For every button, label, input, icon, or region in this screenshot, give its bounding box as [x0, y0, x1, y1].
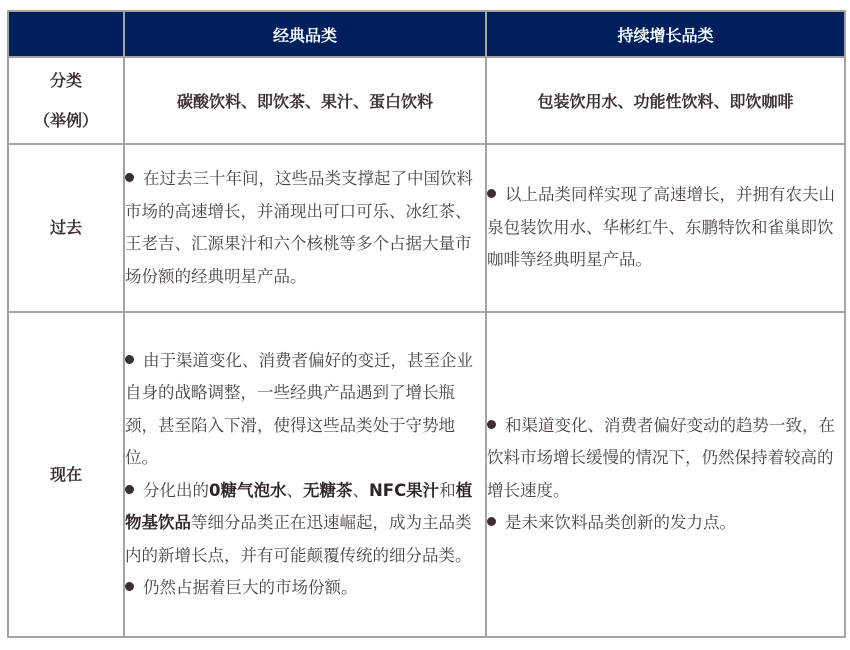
growth-category-examples: 包装饮用水、功能性饮料、即饮咖啡 — [486, 57, 845, 144]
separator: 、 — [352, 480, 369, 500]
comparison-table-wrapper — [7, 10, 846, 638]
category-row — [8, 57, 845, 144]
bullet-icon — [125, 485, 134, 494]
past-classic-cell — [124, 144, 486, 312]
emphasis-plant-based-drinks: 植物基饮品 — [125, 480, 473, 532]
classic-category-examples: 碳酸饮料、即饮茶、果汁、蛋白饮料 — [124, 57, 486, 144]
now-growth-bullet-2-text: 是未来饮料品类创新的发力点。 — [505, 513, 736, 532]
now-classic-cell — [124, 312, 486, 637]
bullet-icon — [125, 355, 134, 364]
bullet-icon — [487, 420, 496, 429]
now-classic-bullet-2 — [125, 475, 485, 573]
row-label-past: 过去 — [8, 144, 124, 312]
bullet-icon — [125, 173, 134, 182]
past-growth-cell — [486, 144, 845, 312]
bullet2-text-post: 等细分品类正在迅速崛起，成为主品类内的新增长点，并有可能颠覆传统的细分品类。 — [125, 513, 472, 565]
header-row — [8, 11, 845, 57]
separator: 、 — [286, 480, 303, 500]
header-growth-categories: 持续增长品类 — [486, 11, 845, 57]
past-classic-text: 在过去三十年间，这些品类支撑起了中国饮料市场的高速增长，并涌现出可口可乐、冰红茶、王老吉、汇源果汁和六个核桃等多个占据大量市场份额的经典明星产品。 — [125, 169, 473, 286]
now-growth-bullet-1-text: 和渠道变化、消费者偏好变动的趋势一致，在饮料市场增长缓慢的情况下，仍然保持着较高的增长速度。 — [487, 415, 835, 500]
bullet-icon — [125, 582, 134, 591]
now-growth-bullet-1 — [487, 410, 844, 508]
conjunction: 和 — [439, 480, 456, 500]
now-classic-bullet-3-text: 仍然占据着巨大的市场份额。 — [143, 578, 358, 597]
row-label-category-line1: 分类 — [49, 70, 82, 90]
bullet2-text-pre: 分化出的 — [143, 480, 209, 500]
beverage-category-comparison-table — [7, 10, 846, 638]
row-label-category-line2: （举例） — [33, 110, 98, 130]
header-corner-cell — [8, 11, 124, 57]
row-label-now: 现在 — [8, 312, 124, 637]
header-classic-categories: 经典品类 — [124, 11, 486, 57]
past-growth-text: 以上品类同样实现了高速增长，并拥有农夫山泉包装饮用水、华彬红牛、东鹏特饮和雀巢即饮咖啡等经典明星产品。 — [487, 185, 835, 270]
bullet-icon — [487, 189, 496, 198]
emphasis-nfc-juice: NFC果汁 — [368, 480, 440, 500]
now-growth-bullet-2 — [487, 507, 844, 540]
emphasis-zero-sugar-sparkling-water: 0糖气泡水 — [209, 480, 287, 500]
past-row — [8, 144, 845, 312]
emphasis-sugar-free-tea: 无糖茶 — [302, 480, 353, 500]
row-label-category — [8, 57, 124, 144]
now-row — [8, 312, 845, 637]
bullet-icon — [487, 517, 496, 526]
now-classic-bullet-1 — [125, 345, 485, 475]
now-classic-bullet-3 — [125, 572, 485, 605]
now-growth-cell — [486, 312, 845, 637]
now-classic-bullet-1-text: 由于渠道变化、消费者偏好的变迁，甚至企业自身的战略调整，一些经典产品遇到了增长瓶颈，甚至陷入下滑，使得这些品类处于守势地位。 — [125, 350, 473, 467]
